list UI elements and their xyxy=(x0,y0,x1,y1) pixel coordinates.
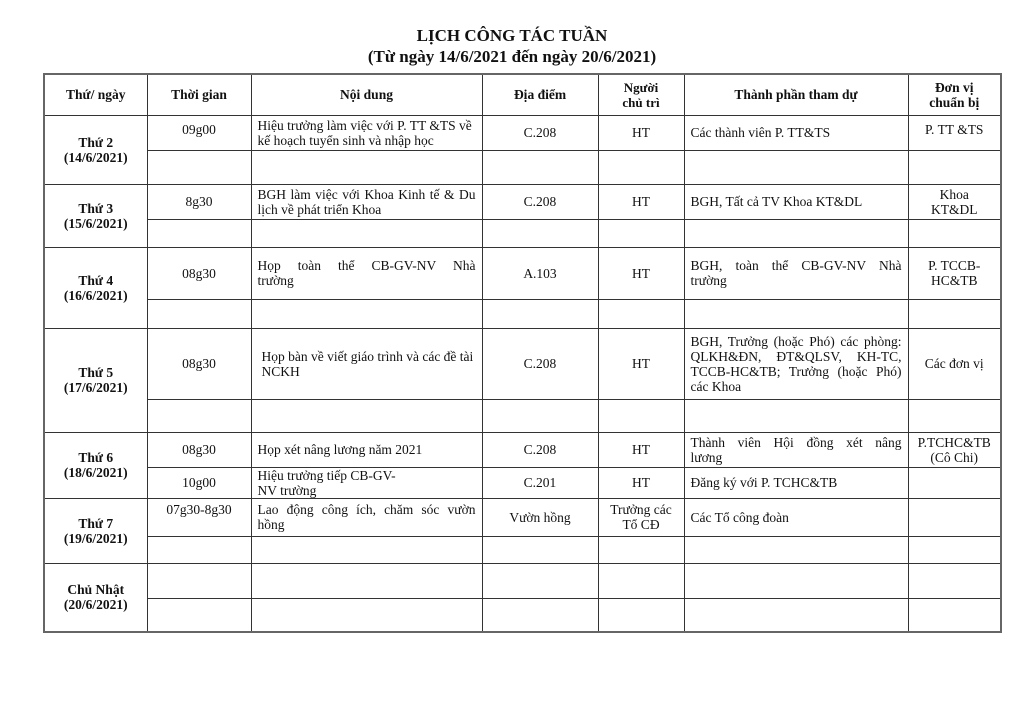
prep-unit-cell: P. TT &TS xyxy=(908,115,1001,150)
attendees-cell: Đăng ký với P. TCHC&TB xyxy=(684,467,908,498)
content-cell: Họp xét nâng lương năm 2021 xyxy=(251,432,482,467)
chair-cell xyxy=(598,598,684,632)
header-location: Địa điểm xyxy=(482,74,598,115)
prep-unit-cell xyxy=(908,467,1001,498)
day-name: Thứ 7 xyxy=(78,515,114,531)
header-chair: Người chủ trì xyxy=(598,74,684,115)
chair-cell xyxy=(598,563,684,598)
location-cell xyxy=(482,399,598,432)
content-cell: Họp toàn thể CB-GV-NV Nhà trường xyxy=(251,247,482,299)
day-date: (16/6/2021) xyxy=(63,287,128,303)
table-row xyxy=(44,115,1001,150)
attendees-cell: Các thành viên P. TT&TS xyxy=(684,115,908,150)
header-attendees: Thành phần tham dự xyxy=(684,74,908,115)
prep-unit-cell xyxy=(908,219,1001,247)
prep-unit-cell: P. TCCB-HC&TB xyxy=(908,247,1001,299)
prep-unit-cell: Khoa KT&DL xyxy=(908,184,1001,219)
prep-unit-cell xyxy=(908,563,1001,598)
content-cell: Họp bàn về viết giáo trình và các đề tài NCKH xyxy=(251,328,482,399)
time-cell: 07g30-8g30 xyxy=(147,498,251,536)
day-date: (19/6/2021) xyxy=(63,530,128,546)
location-cell xyxy=(482,536,598,563)
document-title: LỊCH CÔNG TÁC TUẦN xyxy=(416,26,608,45)
table-row xyxy=(44,399,1001,432)
day-cell xyxy=(44,563,147,632)
chair-cell xyxy=(598,150,684,184)
content-cell xyxy=(251,536,482,563)
day-name: Thứ 2 xyxy=(78,134,114,150)
attendees-cell: BGH, toàn thể CB-GV-NV Nhà trường xyxy=(684,247,908,299)
location-cell: C.208 xyxy=(482,115,598,150)
location-cell: C.201 xyxy=(482,467,598,498)
prep-unit-cell xyxy=(908,498,1001,536)
document-subtitle: (Từ ngày 14/6/2021 đến ngày 20/6/2021) xyxy=(367,47,657,66)
location-cell xyxy=(482,598,598,632)
day-cell xyxy=(44,498,147,563)
attendees-cell xyxy=(684,150,908,184)
header-prep-unit: Đơn vị chuẩn bị xyxy=(908,74,1001,115)
time-cell: 08g30 xyxy=(147,432,251,467)
day-cell xyxy=(44,432,147,498)
weekly-schedule-table xyxy=(43,73,1002,633)
table-row xyxy=(44,563,1001,598)
chair-cell: HT xyxy=(598,432,684,467)
table-header-row xyxy=(44,74,1001,115)
time-cell xyxy=(147,536,251,563)
location-cell xyxy=(482,563,598,598)
chair-cell: HT xyxy=(598,328,684,399)
table-row xyxy=(44,598,1001,632)
time-cell: 08g30 xyxy=(147,328,251,399)
location-cell xyxy=(482,299,598,328)
attendees-cell: Các Tổ công đoàn xyxy=(684,498,908,536)
content-cell: BGH làm việc với Khoa Kinh tế & Du lịch về phát triển Khoa xyxy=(251,184,482,219)
time-cell: 10g00 xyxy=(147,467,251,498)
header-day: Thứ/ ngày xyxy=(44,74,147,115)
day-name: Thứ 6 xyxy=(78,450,114,465)
content-cell: Hiệu trưởng làm việc với P. TT &TS về kế hoạch tuyển sinh và nhập học xyxy=(251,115,482,150)
prep-unit-cell: Các đơn vị xyxy=(908,328,1001,399)
day-cell xyxy=(44,115,147,184)
time-cell xyxy=(147,299,251,328)
time-cell: 8g30 xyxy=(147,184,251,219)
chair-cell xyxy=(598,536,684,563)
content-cell xyxy=(251,563,482,598)
header-time: Thời gian xyxy=(147,74,251,115)
day-date: (20/6/2021) xyxy=(63,597,128,613)
day-date: (17/6/2021) xyxy=(63,380,128,395)
content-cell: Lao động công ích, chăm sóc vườn hồng xyxy=(251,498,482,536)
table-row xyxy=(44,247,1001,299)
location-cell xyxy=(482,150,598,184)
attendees-cell xyxy=(684,598,908,632)
attendees-cell: BGH, Trưởng (hoặc Phó) các phòng: QLKH&ĐN, ĐT&QLSV, KH-TC, TCCB-HC&TB; Trưởng (hoặc Phó) các Khoa xyxy=(684,328,908,399)
prep-unit-cell xyxy=(908,598,1001,632)
chair-cell: HT xyxy=(598,247,684,299)
day-cell xyxy=(44,247,147,328)
table-row xyxy=(44,536,1001,563)
chair-cell xyxy=(598,219,684,247)
table-row xyxy=(44,184,1001,219)
time-cell xyxy=(147,219,251,247)
content-cell xyxy=(251,299,482,328)
location-cell: A.103 xyxy=(482,247,598,299)
time-cell: 08g30 xyxy=(147,247,251,299)
content-cell xyxy=(251,598,482,632)
chair-cell: HT xyxy=(598,184,684,219)
day-cell xyxy=(44,328,147,432)
day-name: Thứ 5 xyxy=(78,365,114,380)
day-cell xyxy=(44,184,147,247)
content-cell: Hiệu trưởng tiếp CB-GV-NV trường xyxy=(251,467,482,498)
table-row xyxy=(44,432,1001,467)
table-row xyxy=(44,219,1001,247)
time-cell: 09g00 xyxy=(147,115,251,150)
prep-unit-cell xyxy=(908,536,1001,563)
table-row xyxy=(44,299,1001,328)
table-row xyxy=(44,150,1001,184)
attendees-cell xyxy=(684,299,908,328)
location-cell xyxy=(482,219,598,247)
time-cell xyxy=(147,598,251,632)
chair-cell: HT xyxy=(598,115,684,150)
chair-cell xyxy=(598,299,684,328)
day-date: (14/6/2021) xyxy=(63,149,128,165)
prep-unit-cell xyxy=(908,150,1001,184)
table-row xyxy=(44,467,1001,498)
table-row xyxy=(44,328,1001,399)
day-name: Thứ 3 xyxy=(78,200,114,216)
header-content: Nội dung xyxy=(251,74,482,115)
location-cell: C.208 xyxy=(482,432,598,467)
chair-cell: Trưởng các Tổ CĐ xyxy=(598,498,684,536)
time-cell xyxy=(147,150,251,184)
time-cell xyxy=(147,563,251,598)
prep-unit-cell xyxy=(908,399,1001,432)
location-cell: C.208 xyxy=(482,184,598,219)
attendees-cell xyxy=(684,563,908,598)
prep-unit-cell xyxy=(908,299,1001,328)
table-row xyxy=(44,498,1001,536)
day-date: (18/6/2021) xyxy=(63,465,128,480)
attendees-cell xyxy=(684,399,908,432)
day-date: (15/6/2021) xyxy=(63,215,128,231)
location-cell: C.208 xyxy=(482,328,598,399)
attendees-cell: Thành viên Hội đồng xét nâng lương xyxy=(684,432,908,467)
chair-cell xyxy=(598,399,684,432)
content-cell xyxy=(251,399,482,432)
content-cell xyxy=(251,219,482,247)
prep-unit-cell: P.TCHC&TB (Cô Chi) xyxy=(908,432,1001,467)
attendees-cell: BGH, Tất cả TV Khoa KT&DL xyxy=(684,184,908,219)
attendees-cell xyxy=(684,219,908,247)
content-cell xyxy=(251,150,482,184)
location-cell: Vườn hồng xyxy=(482,498,598,536)
chair-cell: HT xyxy=(598,467,684,498)
attendees-cell xyxy=(684,536,908,563)
day-name: Chủ Nhật xyxy=(67,582,125,598)
day-name: Thứ 4 xyxy=(78,272,114,288)
time-cell xyxy=(147,399,251,432)
